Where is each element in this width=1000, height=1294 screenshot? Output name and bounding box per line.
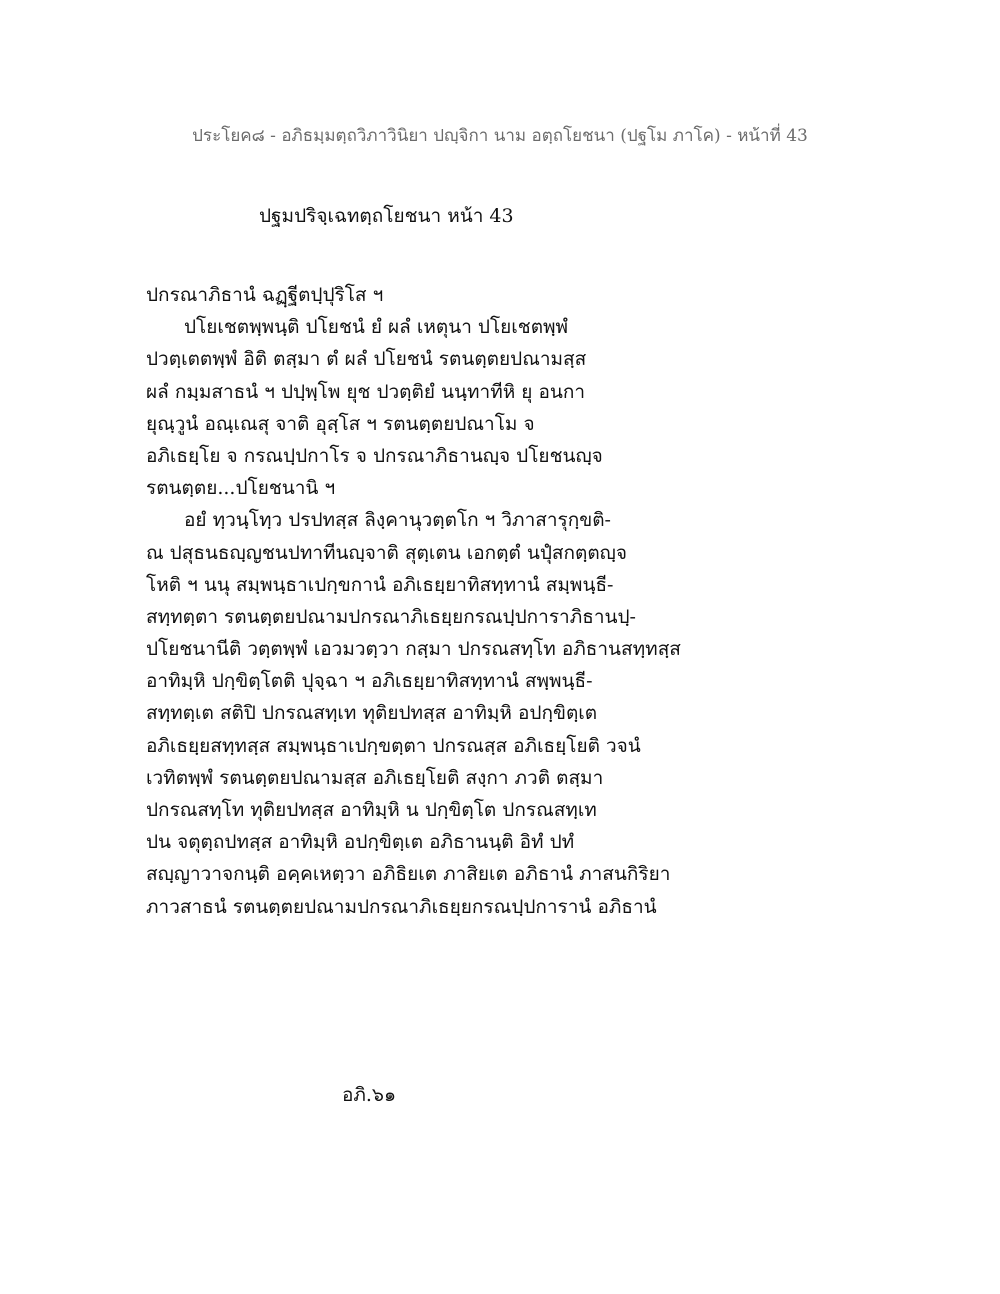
running-header: ประโยค๘ - อภิธมฺมตฺถวิภาวินิยา ปญฺจิกา นาม อตฺถโยชนา (ปฐโม ภาโค) - หน้าที่ 43 — [192, 126, 808, 146]
body-line: อภิเธยฺยสทฺทสฺส สมฺพนฺธาเปกฺขตฺตา ปกรณสฺส อภิเธยฺโยติ วจนํ — [146, 734, 641, 757]
body-line: ปกรณาภิธานํ ฉฏฺฐีตปฺปุริโส ฯ — [146, 284, 384, 306]
body-line: อยํ ทฺวนฺโทฺว ปรปทสฺส ลิงฺคานุวตฺตโก ฯ วิภาสารุกฺขติ- — [184, 509, 611, 532]
body-line: ผลํ กมฺมสาธนํ ฯ ปปฺพฺโพ ยุช ปวตฺติยํ นนฺทาทีหิ ยุ อนกา — [146, 380, 586, 403]
body-line: ปวตฺเตตพฺพํ อิติ ตสฺมา ตํ ผลํ ปโยชนํ รตนตฺตยปณามสฺส — [146, 348, 587, 371]
body-line: ปกรณสทฺโท ทุติยปทสฺส อาทิมฺหิ น ปกฺขิตฺโต ปกรณสทฺเท — [146, 799, 597, 821]
body-line: ยุณฺวูนํ อณฺเณสุ จาติ อุสฺโส ฯ รตนตฺตยปณาโม จ — [146, 412, 535, 435]
body-line: อภิเธยฺโย จ กรณปฺปกาโร จ ปกรณาภิธานญฺจ ปโยชนญฺจ — [146, 444, 603, 467]
body-line: รตนตฺตย...ปโยชนานิ ฯ — [146, 477, 336, 500]
body-line: สทฺทตฺตา รตนตฺตยปณามปกรณาภิเธยฺยกรณปฺปการาภิธานปฺ- — [146, 605, 636, 628]
body-line: ปโยเชตพฺพนฺติ ปโยชนํ ยํ ผลํ เหตุนา ปโยเชตพฺพํ — [184, 316, 569, 339]
section-title: ปฐมปริจฺเฉทตฺถโยชนา หน้า 43 — [259, 205, 514, 227]
body-line: ณ ปสุธนธญฺญชนปทาทีนญฺจาติ สุตฺเตน เอกตฺตํ นปุํสกตฺตญฺจ — [146, 541, 627, 564]
body-line: สญฺญาวาจกนฺติ อคฺคเหตฺวา อภิธิยเต ภาสิยเต อภิธานํ ภาสนกิริยา — [146, 863, 671, 886]
body-line: อาทิมฺหิ ปกฺขิตฺโตติ ปุจฺฉา ฯ อภิเธยฺยาทิสทฺทานํ สพฺพนฺธี- — [146, 670, 593, 693]
body-line: ปโยชนานีติ วตฺตพฺพํ เอวมวตฺวา กสฺมา ปกรณสทฺโท อภิธานสทฺทสฺส — [146, 638, 681, 661]
footer-mark: อภิ.๖๑ — [341, 1084, 397, 1106]
body-line: เวทิตพฺพํ รตนตฺตยปณามสฺส อภิเธยฺโยติ สงฺกา ภวติ ตสฺมา — [146, 766, 604, 789]
body-line: สทฺทตฺเต สติปิ ปกรณสทฺเท ทุติยปทสฺส อาทิมฺหิ อปกฺขิตฺเต — [146, 702, 598, 725]
body-text — [146, 279, 746, 923]
body-line: โหติ ฯ นนุ สมฺพนฺธาเปกฺขกานํ อภิเธยฺยาทิสทฺทานํ สมฺพนฺธี- — [146, 573, 614, 596]
body-line: ภาวสาธนํ รตนตฺตยปณามปกรณาภิเธยฺยกรณปฺปการานํ อภิธานํ — [146, 895, 657, 918]
body-line: ปน จตุตฺถปทสฺส อาทิมฺหิ อปกฺขิตฺเต อภิธานนฺติ อิทํ ปทํ — [146, 831, 575, 854]
